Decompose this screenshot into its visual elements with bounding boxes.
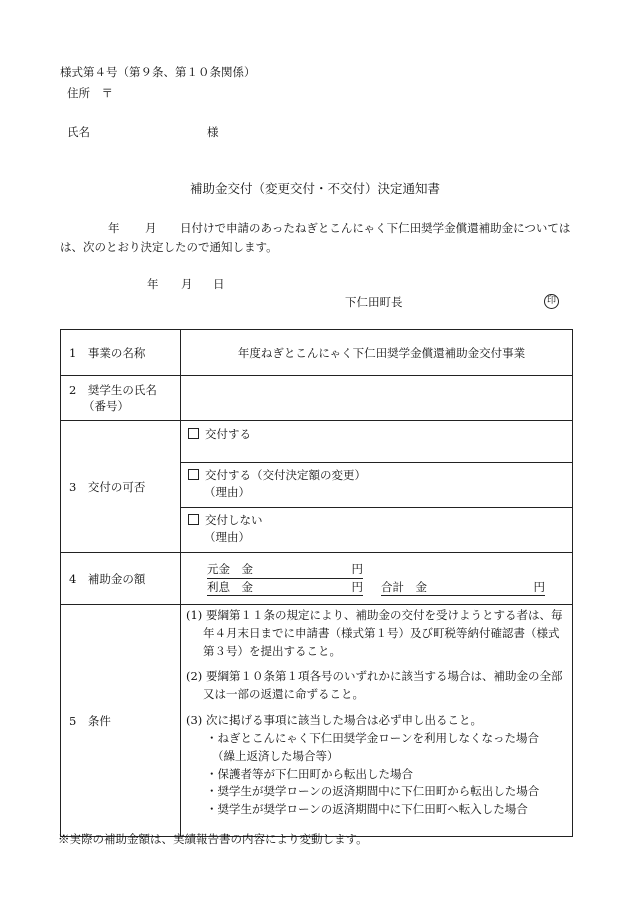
project-name-value: 年度ねぎとこんにゃく下仁田奨学金償還補助金交付事業: [181, 330, 573, 376]
option-approve-changed[interactable]: [181, 463, 572, 508]
seal-icon: 印: [544, 294, 559, 309]
total-label: 合計 金: [381, 579, 427, 594]
bullet-1-line-1: ・ねぎとこんにゃく下仁田奨学金ローンを利用しなくなった場合: [206, 730, 540, 745]
row-project-name: [61, 330, 573, 376]
conditions-content: [181, 605, 573, 837]
intro-line-1: 日付けで申請のあったねぎとこんにゃく下仁田奨学金償還補助金については: [180, 221, 571, 235]
row-subsidy-amount: [61, 553, 573, 605]
subsidy-amount-label: 4 補助金の額: [61, 553, 181, 605]
option-approve-changed-label: 交付する（交付決定額の変更）: [205, 468, 366, 482]
checkbox-icon[interactable]: [188, 428, 199, 439]
option-reject[interactable]: [181, 508, 572, 552]
approval-options: [181, 421, 573, 553]
condition-3-line-1: (3) 次に掲げる事項に該当した場合は必ず申し出ること。: [186, 713, 482, 728]
student-name-label-cell: [61, 376, 181, 421]
option-approve-changed-reason: （理由）: [204, 485, 250, 500]
bullet-3: ・奨学生が奨学ローンの返済期間中に下仁田町から転出した場合: [206, 784, 540, 799]
interest-yen: 円: [351, 579, 363, 594]
student-name-label: 2 奨学生の氏名: [69, 383, 157, 397]
total-line: [381, 579, 545, 597]
bullet-4: ・奨学生が奨学ローンの返済期間中に下仁田町へ転入した場合: [206, 802, 528, 817]
project-name-label: 1 事業の名称: [61, 330, 181, 376]
approval-label: 3 交付の可否: [61, 421, 181, 553]
option-reject-reason: （理由）: [204, 530, 250, 545]
condition-2-line-1: (2) 要綱第１０条第１項各号のいずれかに該当する場合は、補助金の全部: [186, 669, 563, 684]
checkbox-icon[interactable]: [188, 514, 199, 525]
seal-mark: [544, 293, 559, 309]
footnote: ※実際の補助金額は、実績報告書の内容により変動します。: [58, 832, 368, 846]
subsidy-amount-values: [181, 553, 573, 605]
principal-label: 元金 金: [207, 561, 253, 576]
date-day: 日: [213, 277, 225, 291]
decision-table: [60, 329, 573, 837]
option-approve[interactable]: [181, 421, 572, 463]
principal-line: [207, 561, 363, 579]
honorific-label: 様: [207, 125, 219, 139]
date-year: 年: [147, 277, 159, 291]
row-approval: [61, 421, 573, 553]
condition-1-line-2: 年４月末日までに申請書（様式第１号）及び町税等納付確認書（様式: [203, 625, 560, 640]
principal-yen: 円: [351, 561, 363, 576]
row-student-name: [61, 376, 573, 421]
intro-month: 月: [145, 221, 157, 235]
checkbox-icon[interactable]: [188, 469, 199, 480]
student-number-label: （番号）: [83, 399, 129, 413]
form-number-label: 様式第４号（第９条、第１０条関係）: [60, 65, 256, 79]
condition-1-line-3: 第３号）を提出すること。: [203, 643, 341, 658]
condition-2-line-2: 又は一部の返還に命ずること。: [203, 687, 364, 702]
document-title: 補助金交付（変更交付・不交付）決定通知書: [189, 181, 440, 196]
conditions-label: 5 条件: [61, 605, 181, 837]
row-conditions: [61, 605, 573, 837]
option-approve-label: 交付する: [205, 427, 251, 441]
student-name-value: [181, 376, 573, 421]
bullet-2: ・保護者等が下仁田町から転出した場合: [206, 766, 413, 781]
date-month: 月: [181, 277, 193, 291]
interest-label: 利息 金: [207, 579, 253, 594]
address-label: 住所 〒: [67, 86, 113, 100]
condition-1-line-1: (1) 要綱第１１条の規定により、補助金の交付を受けようとする者は、毎: [186, 608, 563, 622]
intro-line-2: は、次のとおり決定したので通知します。: [60, 240, 278, 254]
recipient-name-label: 氏名: [67, 125, 90, 139]
interest-line: [207, 579, 363, 597]
bullet-1-line-2: （繰上返済した場合等）: [212, 748, 339, 763]
option-reject-label: 交付しない: [205, 513, 263, 527]
issuer-title: 下仁田町長: [345, 295, 403, 309]
intro-year: 年: [108, 221, 120, 235]
total-yen: 円: [533, 579, 545, 594]
